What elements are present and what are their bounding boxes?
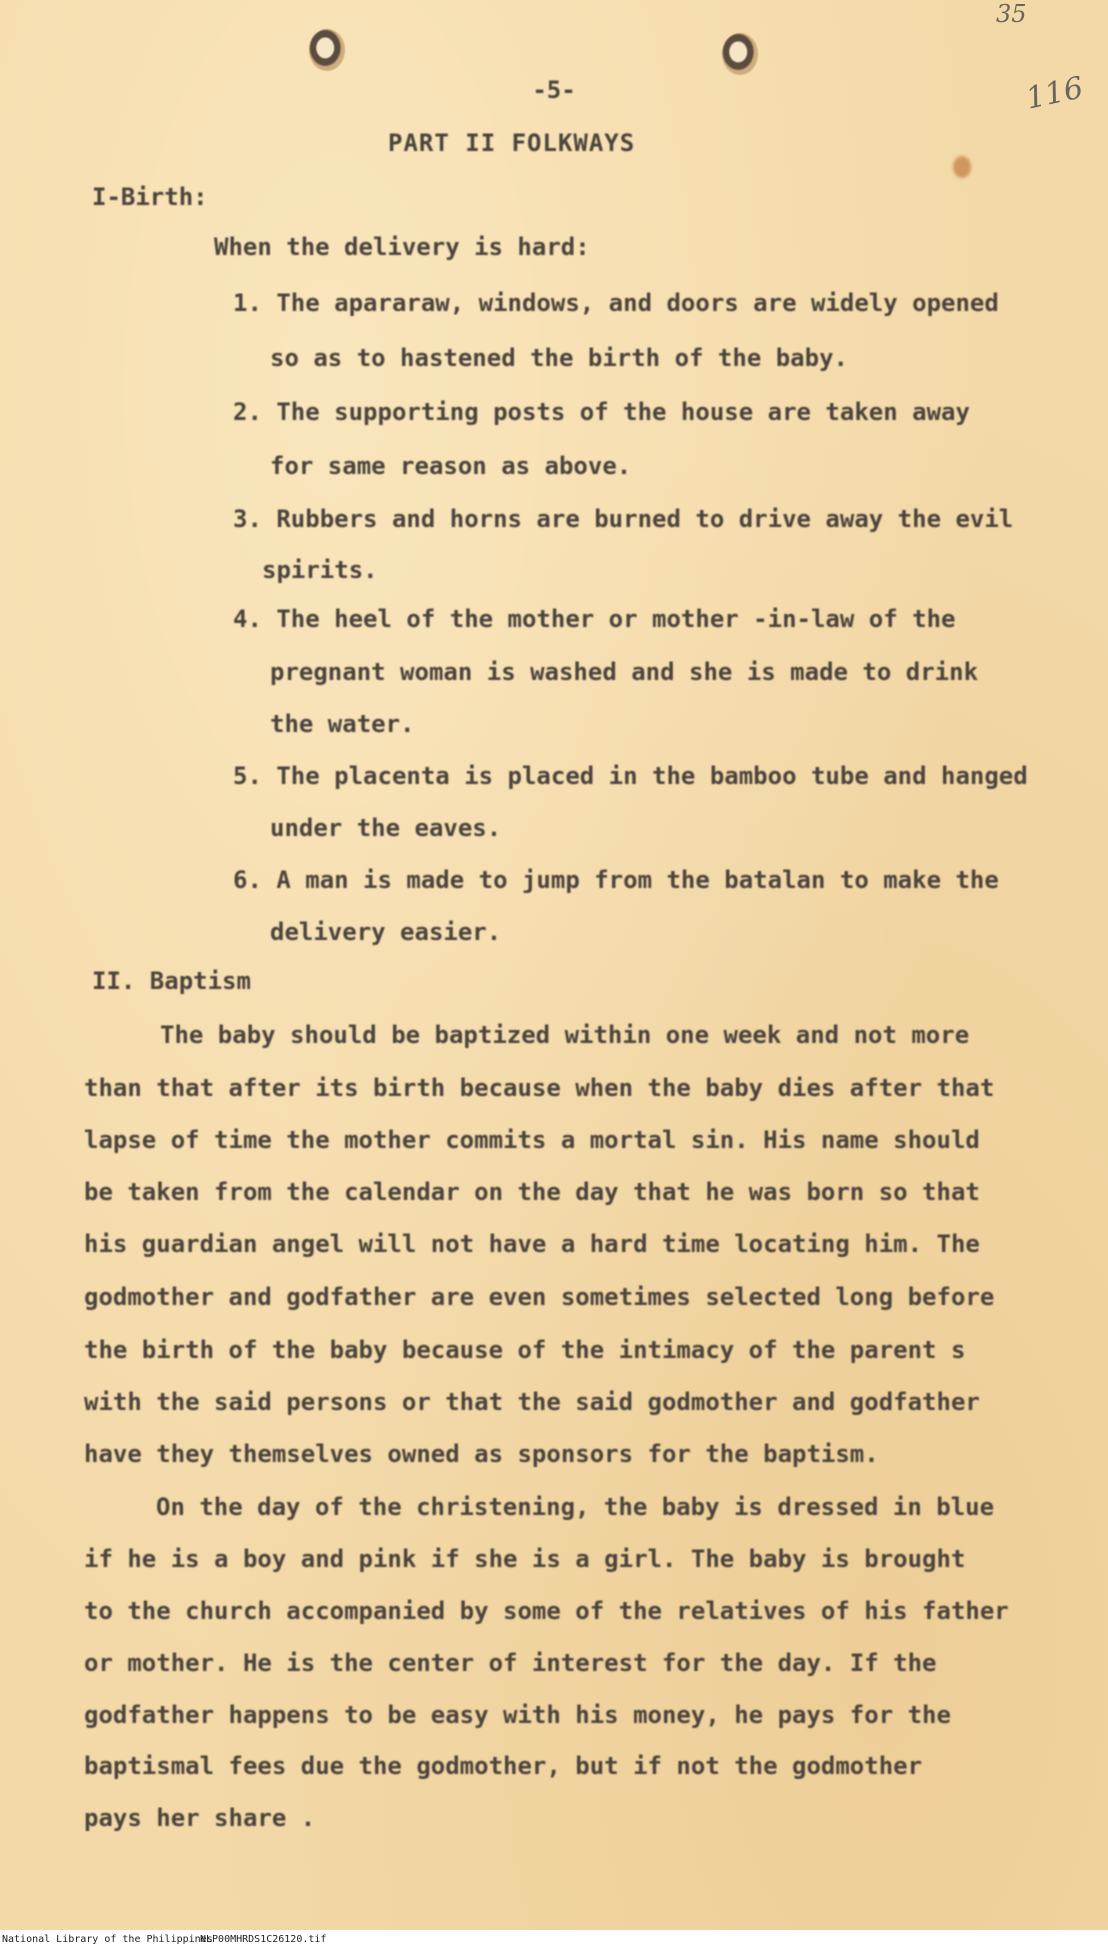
archive-number: 35 — [996, 0, 1027, 28]
list-item-line: 2. The supporting posts of the house are taken away — [233, 398, 970, 426]
punch-hole-right — [722, 33, 758, 75]
list-item-line: 1. The apararaw, windows, and doors are widely opened — [233, 289, 999, 317]
birth-heading: I-Birth: — [92, 183, 208, 211]
folio-number: 116 — [1022, 70, 1087, 117]
list-item-line: the water. — [270, 710, 415, 738]
list-item-line: 3. Rubbers and horns are burned to drive away the evil — [233, 505, 1014, 533]
punch-hole-left — [309, 29, 345, 71]
paragraph-line: to the church accompanied by some of the relatives of his father — [84, 1597, 1009, 1625]
page-title: PART II FOLKWAYS — [388, 129, 636, 157]
list-item-line: for same reason as above. — [270, 452, 632, 480]
list-item-line: under the eaves. — [270, 814, 502, 842]
paragraph-line: godmother and godfather are even sometimes selected long before — [84, 1283, 995, 1311]
paragraph-line: with the said persons or that the said godmother and godfather — [84, 1388, 980, 1416]
page-number: -5- — [532, 76, 576, 104]
paragraph-line: pays her share . — [84, 1804, 316, 1832]
paragraph-line: than that after its birth because when the baby dies after that — [84, 1074, 995, 1102]
paper-stain — [953, 156, 971, 178]
paragraph-line: the birth of the baby because of the intimacy of the parent s — [84, 1336, 966, 1364]
paragraph-line: On the day of the christening, the baby is dressed in blue — [156, 1493, 995, 1521]
paragraph-line: his guardian angel will not have a hard time locating him. The — [84, 1230, 980, 1258]
baptism-heading: II. Baptism — [92, 967, 251, 995]
list-item-line: spirits. — [262, 556, 378, 584]
list-item-line: so as to hastened the birth of the baby. — [270, 344, 848, 372]
birth-intro: When the delivery is hard: — [214, 233, 590, 261]
paragraph-line: if he is a boy and pink if she is a girl. The baby is brought — [84, 1545, 966, 1573]
list-item-line: pregnant woman is washed and she is made to drink — [270, 658, 979, 686]
footer-bar — [0, 1930, 1108, 1950]
paragraph-line: lapse of time the mother commits a mortal sin. His name should — [84, 1126, 980, 1154]
paragraph-line: be taken from the calendar on the day that he was born so that — [84, 1178, 980, 1206]
paragraph-line: godfather happens to be easy with his money, he pays for the — [84, 1701, 951, 1729]
footer-file-id: NLP00MHRDS1C26120.tif — [200, 1934, 327, 1945]
list-item-line: 6. A man is made to jump from the batalan to make the — [233, 866, 999, 894]
list-item-line: 4. The heel of the mother or mother -in-law of the — [233, 605, 956, 633]
footer-institution: National Library of the Philippines — [2, 1934, 213, 1945]
list-item-line: delivery easier. — [270, 918, 502, 946]
paragraph-line: or mother. He is the center of interest for the day. If the — [84, 1649, 937, 1677]
paragraph-line: have they themselves owned as sponsors for the baptism. — [84, 1440, 879, 1468]
list-item-line: 5. The placenta is placed in the bamboo tube and hanged — [233, 762, 1028, 790]
paragraph-line: The baby should be baptized within one week and not more — [160, 1021, 970, 1049]
paragraph-line: baptismal fees due the godmother, but if not the godmother — [84, 1752, 923, 1780]
